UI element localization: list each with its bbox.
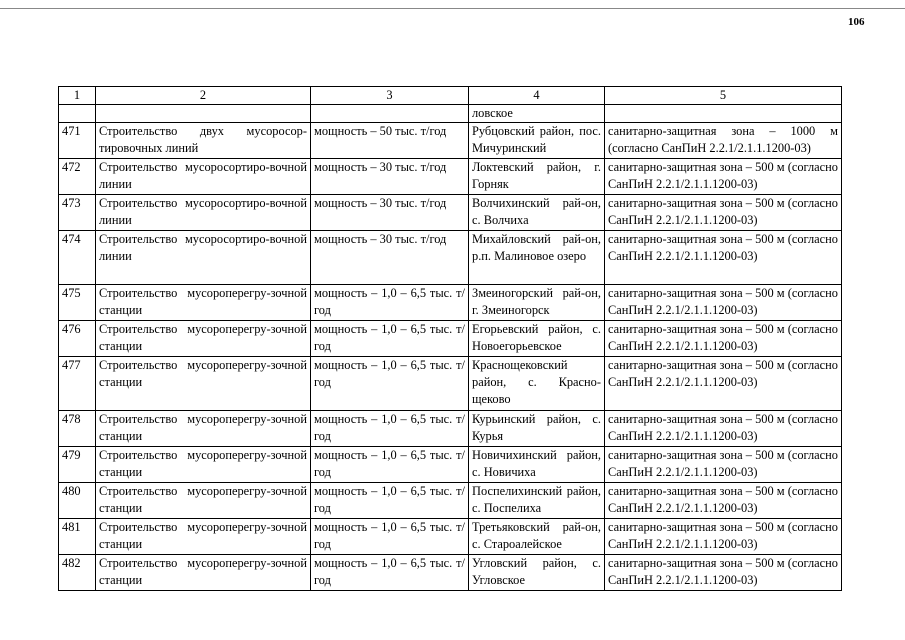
cell-location: Краснощековский район, с. Красно-щеково bbox=[469, 357, 605, 411]
cell-capacity: мощность – 50 тыс. т/год bbox=[311, 123, 469, 159]
cell-num: 482 bbox=[59, 555, 96, 591]
cell-capacity: мощность – 1,0 – 6,5 тыс. т/год bbox=[311, 555, 469, 591]
cell-note: санитарно-защитная зона – 500 м (согласно СанПиН 2.2.1/2.1.1.1200-03) bbox=[605, 483, 842, 519]
cell-num: 474 bbox=[59, 231, 96, 285]
cell-num: 471 bbox=[59, 123, 96, 159]
cell-name: Строительство мусороперегру-зочной станции bbox=[96, 483, 311, 519]
cell-note: санитарно-защитная зона – 500 м (согласно СанПиН 2.2.1/2.1.1.1200-03) bbox=[605, 411, 842, 447]
cell-note: санитарно-защитная зона – 500 м (согласно СанПиН 2.2.1/2.1.1.1200-03) bbox=[605, 159, 842, 195]
cell-note: санитарно-защитная зона – 1000 м (согласно СанПиН 2.2.1/2.1.1.1200-03) bbox=[605, 123, 842, 159]
cell-location: Егорьевский район, с. Новоегорьевское bbox=[469, 321, 605, 357]
header-cell: 2 bbox=[96, 87, 311, 105]
cell-capacity: мощность – 1,0 – 6,5 тыс. т/год bbox=[311, 321, 469, 357]
cell-num: 479 bbox=[59, 447, 96, 483]
table-row bbox=[59, 447, 842, 483]
cell-location: Рубцовский район, пос. Мичуринский bbox=[469, 123, 605, 159]
table-row bbox=[59, 411, 842, 447]
cell-note: санитарно-защитная зона – 500 м (согласно СанПиН 2.2.1/2.1.1.1200-03) bbox=[605, 195, 842, 231]
cell-location: Михайловский рай-он, р.п. Малиновое озеро bbox=[469, 231, 605, 285]
cell-num: 481 bbox=[59, 519, 96, 555]
cell-location: Третьяковский рай-он, с. Староалейское bbox=[469, 519, 605, 555]
table-row bbox=[59, 123, 842, 159]
cell-location: Угловский район, с. Угловское bbox=[469, 555, 605, 591]
cell-capacity: мощность – 1,0 – 6,5 тыс. т/год bbox=[311, 357, 469, 411]
table-row bbox=[59, 285, 842, 321]
cell-capacity: мощность – 1,0 – 6,5 тыс. т/год bbox=[311, 411, 469, 447]
cell-note: санитарно-защитная зона – 500 м (согласно СанПиН 2.2.1/2.1.1.1200-03) bbox=[605, 555, 842, 591]
table-row bbox=[59, 195, 842, 231]
cell-num: 472 bbox=[59, 159, 96, 195]
cell-note: санитарно-защитная зона – 500 м (согласно СанПиН 2.2.1/2.1.1.1200-03) bbox=[605, 321, 842, 357]
cell-name: Строительство мусороперегру-зочной станции bbox=[96, 555, 311, 591]
cell-num bbox=[59, 105, 96, 123]
cell-name bbox=[96, 105, 311, 123]
cell-note: санитарно-защитная зона – 500 м (согласно СанПиН 2.2.1/2.1.1.1200-03) bbox=[605, 231, 842, 285]
cell-capacity: мощность – 30 тыс. т/год bbox=[311, 195, 469, 231]
cell-name: Строительство мусороперегру-зочной станции bbox=[96, 285, 311, 321]
cell-location: ловское bbox=[469, 105, 605, 123]
cell-location: Локтевский район, г. Горняк bbox=[469, 159, 605, 195]
cell-location: Волчихинский рай-он, с. Волчиха bbox=[469, 195, 605, 231]
cell-capacity: мощность – 1,0 – 6,5 тыс. т/год bbox=[311, 285, 469, 321]
cell-name: Строительство мусороперегру-зочной станции bbox=[96, 357, 311, 411]
cell-num: 476 bbox=[59, 321, 96, 357]
cell-name: Строительство мусоросортиро-вочной линии bbox=[96, 159, 311, 195]
cell-name: Строительство мусороперегру-зочной станции bbox=[96, 519, 311, 555]
table-row bbox=[59, 321, 842, 357]
cell-location: Новичихинский район, с. Новичиха bbox=[469, 447, 605, 483]
cell-name: Строительство мусороперегру-зочной станции bbox=[96, 321, 311, 357]
cell-num: 477 bbox=[59, 357, 96, 411]
cell-name: Строительство мусороперегру-зочной станции bbox=[96, 411, 311, 447]
table-row bbox=[59, 519, 842, 555]
cell-capacity: мощность – 1,0 – 6,5 тыс. т/год bbox=[311, 483, 469, 519]
cell-capacity: мощность – 30 тыс. т/год bbox=[311, 159, 469, 195]
table-row bbox=[59, 159, 842, 195]
cell-capacity: мощность – 1,0 – 6,5 тыс. т/год bbox=[311, 519, 469, 555]
page-number: 106 bbox=[848, 16, 865, 28]
continuation-row bbox=[59, 105, 842, 123]
cell-note: санитарно-защитная зона – 500 м (согласно СанПиН 2.2.1/2.1.1.1200-03) bbox=[605, 285, 842, 321]
cell-location: Змеиногорский рай-он, г. Змеиногорск bbox=[469, 285, 605, 321]
cell-note: санитарно-защитная зона – 500 м (согласно СанПиН 2.2.1/2.1.1.1200-03) bbox=[605, 357, 842, 411]
cell-note: санитарно-защитная зона – 500 м (согласно СанПиН 2.2.1/2.1.1.1200-03) bbox=[605, 447, 842, 483]
cell-num: 473 bbox=[59, 195, 96, 231]
header-cell: 4 bbox=[469, 87, 605, 105]
cell-name: Строительство мусоросортиро-вочной линии bbox=[96, 195, 311, 231]
header-cell: 5 bbox=[605, 87, 842, 105]
cell-location: Поспелихинский район, с. Поспелиха bbox=[469, 483, 605, 519]
table-row bbox=[59, 231, 842, 285]
cell-capacity: мощность – 1,0 – 6,5 тыс. т/год bbox=[311, 447, 469, 483]
cell-note bbox=[605, 105, 842, 123]
header-cell: 1 bbox=[59, 87, 96, 105]
cell-num: 478 bbox=[59, 411, 96, 447]
cell-capacity bbox=[311, 105, 469, 123]
cell-capacity: мощность – 30 тыс. т/год bbox=[311, 231, 469, 285]
cell-num: 475 bbox=[59, 285, 96, 321]
cell-note: санитарно-защитная зона – 500 м (согласно СанПиН 2.2.1/2.1.1.1200-03) bbox=[605, 519, 842, 555]
cell-name: Строительство мусоросортиро-вочной линии bbox=[96, 231, 311, 285]
top-rule bbox=[0, 8, 905, 9]
table-row bbox=[59, 357, 842, 411]
table-row bbox=[59, 483, 842, 519]
cell-name: Строительство двух мусоросор-тировочных линий bbox=[96, 123, 311, 159]
cell-name: Строительство мусороперегру-зочной станции bbox=[96, 447, 311, 483]
header-row bbox=[59, 87, 842, 105]
cell-location: Курьинский район, с. Курья bbox=[469, 411, 605, 447]
facilities-table bbox=[58, 86, 842, 591]
cell-num: 480 bbox=[59, 483, 96, 519]
header-cell: 3 bbox=[311, 87, 469, 105]
table-row bbox=[59, 555, 842, 591]
